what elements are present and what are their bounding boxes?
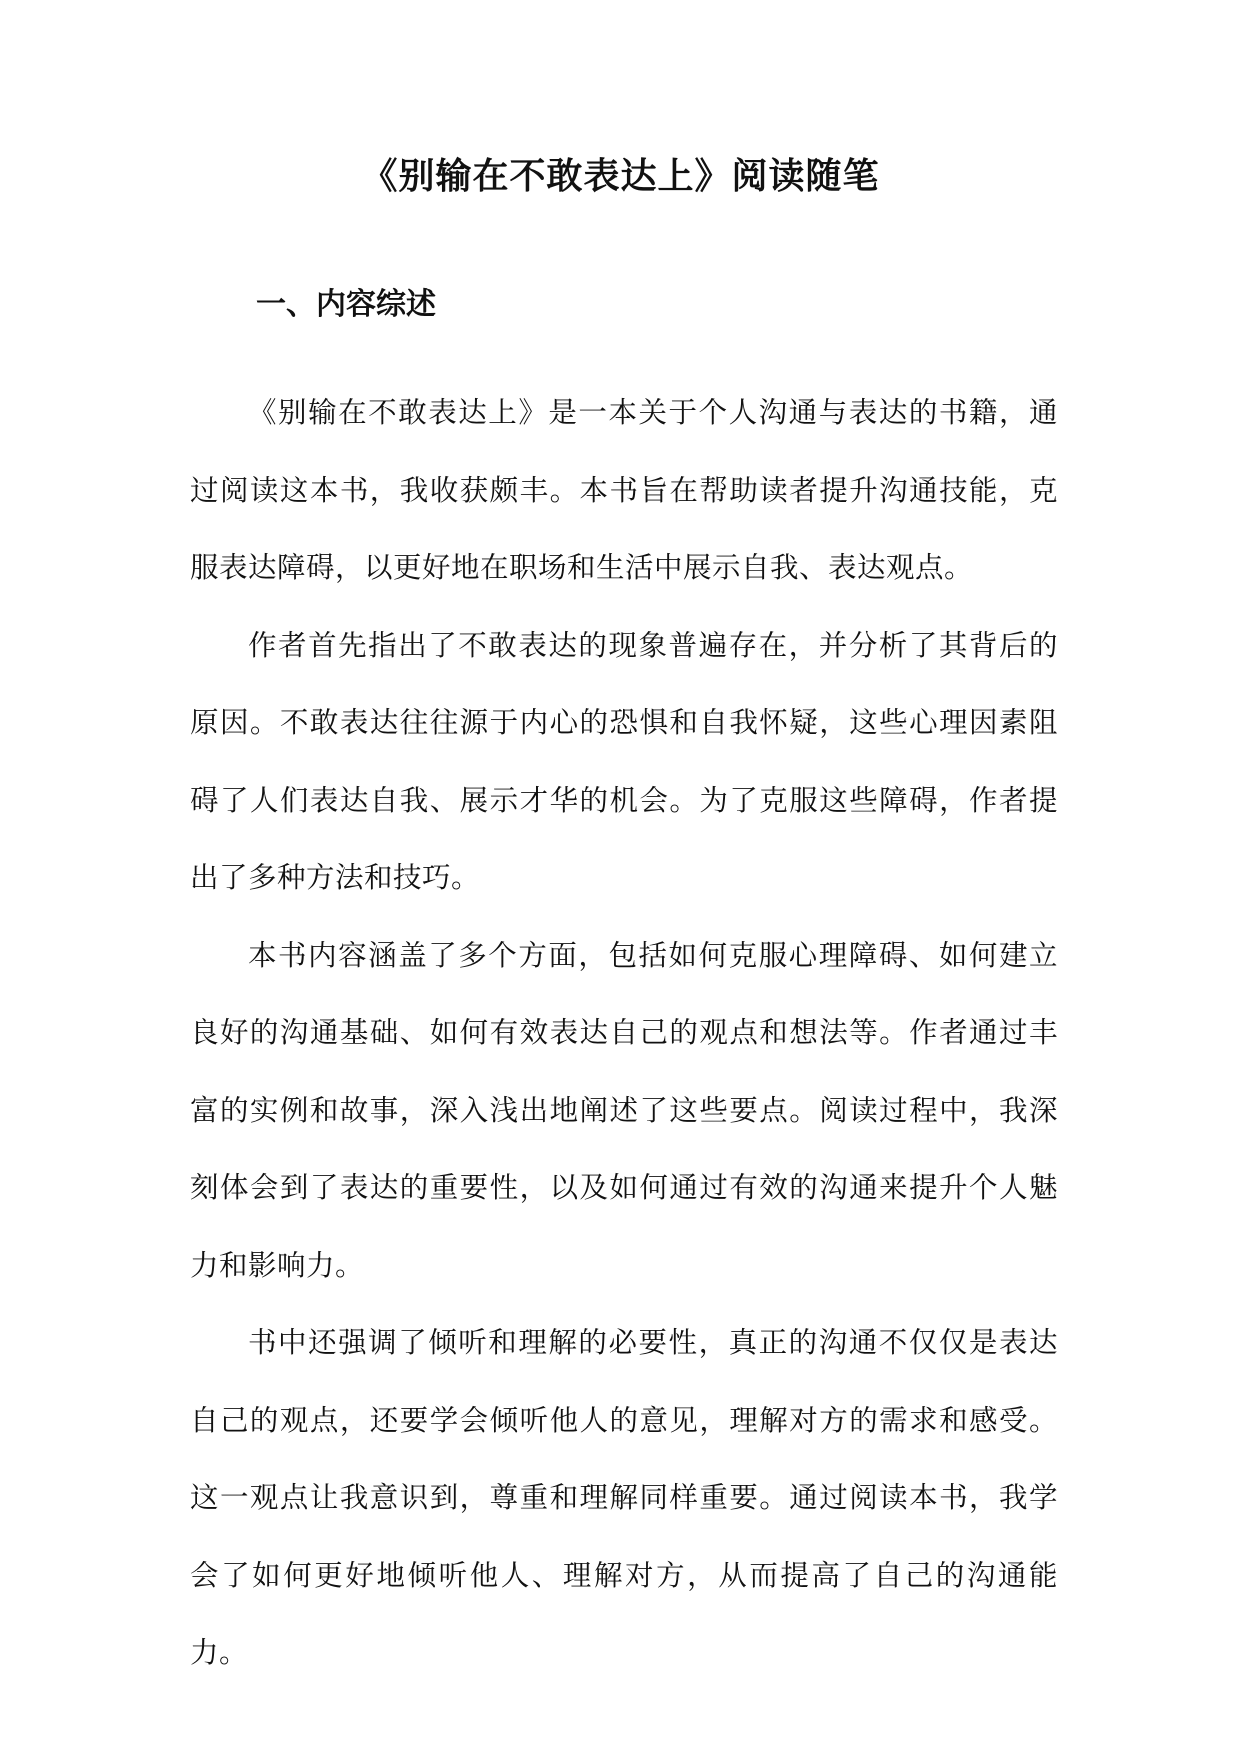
paragraph-4: 书中还强调了倾听和理解的必要性，真正的沟通不仅仅是表达自己的观点，还要学会倾听他人的意见，理解对方的需求和感受。这一观点让我意识到，尊重和理解同样重要。通过阅读本书，我学会了如何更好地倾听他人、理解对方，从而提高了自己的沟通能力。: [190, 1326, 1058, 1669]
paragraph-3: 本书内容涵盖了多个方面，包括如何克服心理障碍、如何建立良好的沟通基础、如何有效表达自己的观点和想法等。作者通过丰富的实例和故事，深入浅出地阐述了这些要点。阅读过程中，我深刻体会到了表达的重要性，以及如何通过有效的沟通来提升个人魅力和影响力。: [190, 938, 1058, 1282]
document-body: [190, 374, 1058, 1692]
paragraph-1: 《别输在不敢表达上》是一本关于个人沟通与表达的书籍，通过阅读这本书，我收获颇丰。本书旨在帮助读者提升沟通技能，克服表达障碍，以更好地在职场和生活中展示自我、表达观点。: [190, 396, 1058, 584]
document-title: 《别输在不敢表达上》阅读随笔: [361, 155, 880, 197]
paragraph-2: 作者首先指出了不敢表达的现象普遍存在，并分析了其背后的原因。不敢表达往往源于内心的恐惧和自我怀疑，这些心理因素阻碍了人们表达自我、展示才华的机会。为了克服这些障碍，作者提出了多种方法和技巧。: [190, 628, 1058, 894]
section-heading: 一、内容综述: [256, 287, 436, 322]
